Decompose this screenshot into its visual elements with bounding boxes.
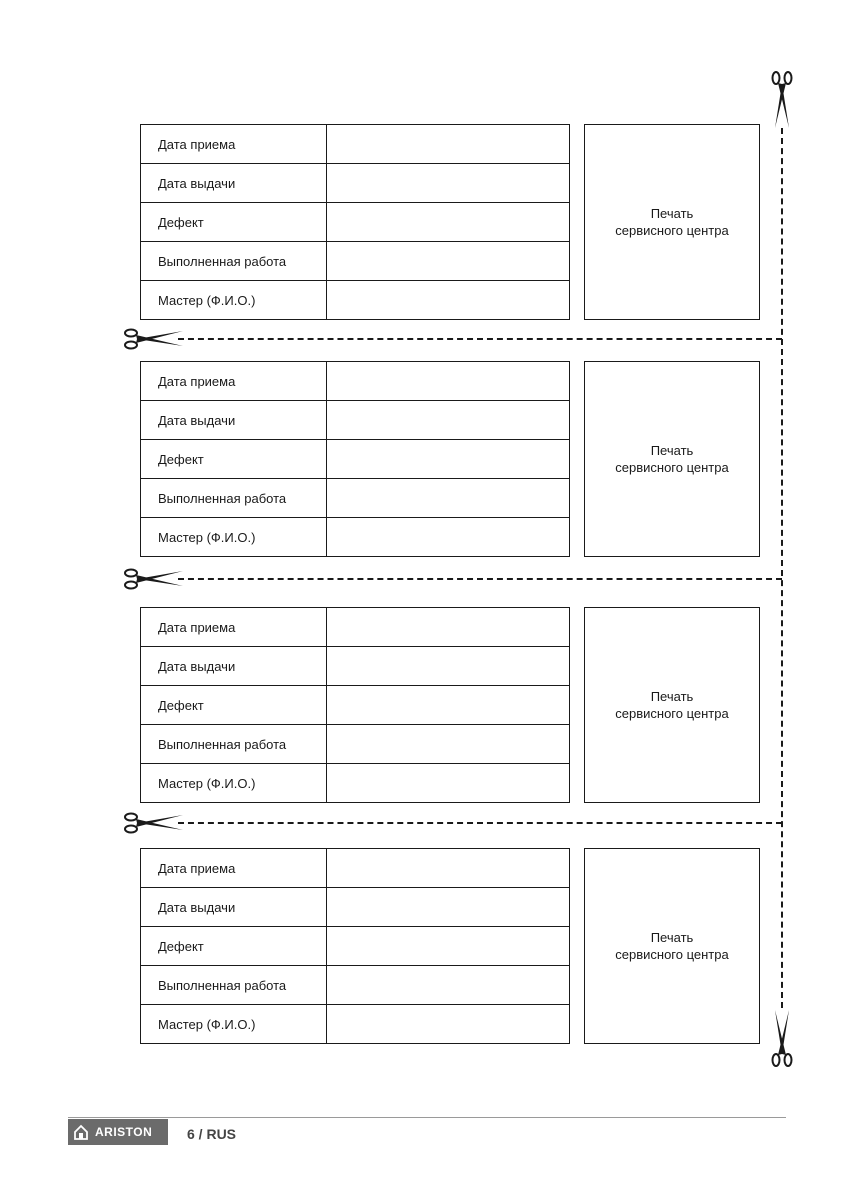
field-label: Дата выдачи xyxy=(141,888,327,927)
field-label: Дефект xyxy=(141,927,327,966)
stamp-label-line1: Печать xyxy=(650,689,694,704)
field-value-cell[interactable] xyxy=(327,927,570,966)
field-value-cell[interactable] xyxy=(327,125,570,164)
field-label: Дата выдачи xyxy=(141,401,327,440)
stamp-label-line2: сервисного центра xyxy=(615,223,729,238)
field-value-cell[interactable] xyxy=(327,608,570,647)
field-label: Дефект xyxy=(141,686,327,725)
table-row xyxy=(141,647,570,686)
scissors-icon xyxy=(123,568,185,590)
field-value-cell[interactable] xyxy=(327,849,570,888)
table-row xyxy=(141,888,570,927)
field-label: Дата приема xyxy=(141,608,327,647)
table-row xyxy=(141,725,570,764)
horizontal-cut-line-1 xyxy=(178,338,782,340)
stamp-box xyxy=(584,124,760,320)
field-label: Выполненная работа xyxy=(141,242,327,281)
table-row xyxy=(141,203,570,242)
table-row xyxy=(141,608,570,647)
coupon-1 xyxy=(140,124,760,320)
stamp-label-line1: Печать xyxy=(650,206,694,221)
table-row xyxy=(141,1005,570,1044)
field-label: Мастер (Ф.И.О.) xyxy=(141,518,327,557)
field-label: Дата приема xyxy=(141,362,327,401)
field-label: Мастер (Ф.И.О.) xyxy=(141,764,327,803)
scissors-icon xyxy=(123,328,185,350)
table-row xyxy=(141,362,570,401)
stamp-box xyxy=(584,848,760,1044)
horizontal-cut-line-2 xyxy=(178,578,782,580)
field-value-cell[interactable] xyxy=(327,203,570,242)
stamp-label-line1: Печать xyxy=(650,930,694,945)
field-value-cell[interactable] xyxy=(327,281,570,320)
field-value-cell[interactable] xyxy=(327,518,570,557)
stamp-box xyxy=(584,607,760,803)
coupon-table xyxy=(140,124,570,320)
scissors-icon xyxy=(123,812,185,834)
field-value-cell[interactable] xyxy=(327,401,570,440)
scissors-icon xyxy=(771,70,793,130)
stamp-box xyxy=(584,361,760,557)
field-label: Выполненная работа xyxy=(141,725,327,764)
table-row xyxy=(141,927,570,966)
coupon-3 xyxy=(140,607,760,803)
field-value-cell[interactable] xyxy=(327,164,570,203)
stamp-label-line1: Печать xyxy=(650,443,694,458)
field-value-cell[interactable] xyxy=(327,725,570,764)
field-value-cell[interactable] xyxy=(327,966,570,1005)
table-row xyxy=(141,164,570,203)
field-value-cell[interactable] xyxy=(327,888,570,927)
field-value-cell[interactable] xyxy=(327,242,570,281)
table-row xyxy=(141,849,570,888)
field-value-cell[interactable] xyxy=(327,686,570,725)
page-number: 6 / RUS xyxy=(187,1126,237,1142)
table-row xyxy=(141,966,570,1005)
table-row xyxy=(141,764,570,803)
field-label: Мастер (Ф.И.О.) xyxy=(141,1005,327,1044)
house-logo-icon xyxy=(73,1124,89,1140)
field-value-cell[interactable] xyxy=(327,647,570,686)
table-row xyxy=(141,440,570,479)
footer-divider xyxy=(68,1117,786,1118)
field-label: Дата выдачи xyxy=(141,164,327,203)
field-label: Выполненная работа xyxy=(141,966,327,1005)
table-row xyxy=(141,518,570,557)
field-label: Дата приема xyxy=(141,849,327,888)
horizontal-cut-line-3 xyxy=(178,822,782,824)
field-label: Дата выдачи xyxy=(141,647,327,686)
coupon-4 xyxy=(140,848,760,1044)
table-row xyxy=(141,242,570,281)
stamp-label-line2: сервисного центра xyxy=(615,947,729,962)
coupon-table xyxy=(140,607,570,803)
field-label: Дата приема xyxy=(141,125,327,164)
field-value-cell[interactable] xyxy=(327,764,570,803)
table-row xyxy=(141,686,570,725)
logo-wordmark: ARISTON xyxy=(95,1125,153,1139)
stamp-label-line2: сервисного центра xyxy=(615,706,729,721)
field-label: Мастер (Ф.И.О.) xyxy=(141,281,327,320)
ariston-logo xyxy=(68,1119,168,1145)
vertical-cut-line xyxy=(781,128,783,1008)
field-value-cell[interactable] xyxy=(327,479,570,518)
table-row xyxy=(141,401,570,440)
coupon-table xyxy=(140,361,570,557)
field-label: Дефект xyxy=(141,203,327,242)
field-value-cell[interactable] xyxy=(327,1005,570,1044)
scissors-icon xyxy=(771,1008,793,1068)
stamp-label-line2: сервисного центра xyxy=(615,460,729,475)
field-label: Выполненная работа xyxy=(141,479,327,518)
coupon-table xyxy=(140,848,570,1044)
table-row xyxy=(141,125,570,164)
coupon-2 xyxy=(140,361,760,557)
field-label: Дефект xyxy=(141,440,327,479)
field-value-cell[interactable] xyxy=(327,440,570,479)
table-row xyxy=(141,479,570,518)
table-row xyxy=(141,281,570,320)
field-value-cell[interactable] xyxy=(327,362,570,401)
